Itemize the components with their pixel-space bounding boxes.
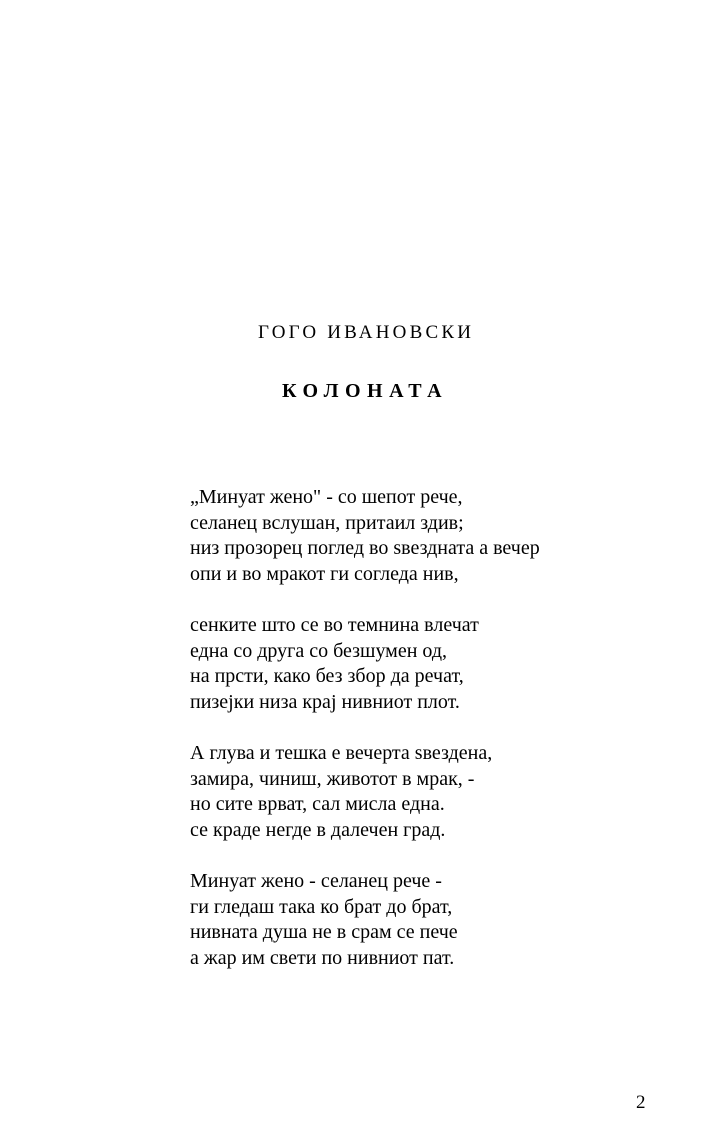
poem-line: една со друга со безшумен од,: [190, 639, 448, 662]
poem-line: нивната душа не в срам се пече: [190, 921, 458, 943]
poem-line: но сите врват, сал мисла една.: [190, 793, 445, 815]
poem-title: КОЛОНАТА: [282, 380, 449, 402]
poem-line: ги гледаш така ко брат до брат,: [190, 895, 453, 918]
poem-line: замира, чиниш, животот в мрак, -: [190, 767, 475, 790]
stanza: [190, 869, 690, 971]
poem-line: сенките што се во темнина влечат: [190, 614, 479, 636]
poem-line: А глува и тешка е вечерта ѕвездена,: [190, 742, 493, 764]
page-number: 2: [636, 1092, 646, 1113]
poem-line: селанец вслушан, притаил здив;: [190, 511, 464, 534]
poem-line: Минуат жено - селанец рече -: [190, 870, 442, 892]
poem-line: низ прозорец поглед во ѕвездната а вечер: [190, 537, 540, 559]
stanza: [190, 741, 690, 843]
author-name: ГОГО ИВАНОВСКИ: [258, 322, 475, 343]
poem-line: „Минуат жено" - со шепот рече,: [190, 486, 463, 508]
poem-line: опи и во мракот ги согледа нив,: [190, 562, 459, 585]
poem-line: на прсти, како без збор да речат,: [190, 665, 464, 687]
poem-line: пизејки низа крај нивниот плот.: [190, 690, 460, 713]
stanza: [190, 613, 690, 715]
poem-line: а жар им свети по нивниот пат.: [190, 946, 455, 969]
poem-body: [190, 485, 690, 997]
stanza: [190, 485, 690, 587]
poem-line: се краде негде в далечен град.: [190, 818, 446, 841]
